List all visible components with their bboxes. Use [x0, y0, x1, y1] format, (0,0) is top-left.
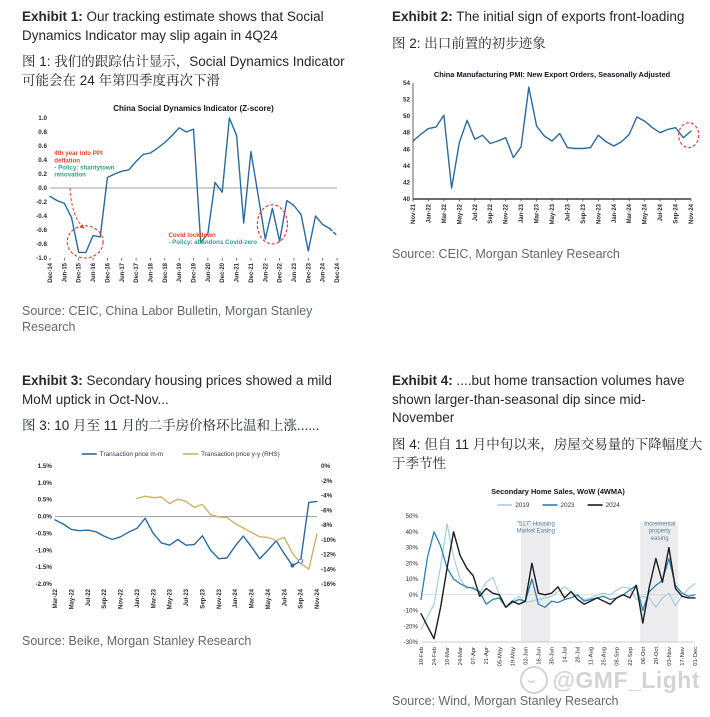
svg-text:Sep-24: Sep-24 [673, 203, 680, 224]
svg-text:Transaction price y-y (RHS): Transaction price y-y (RHS) [201, 451, 280, 459]
svg-text:Mar-24: Mar-24 [249, 589, 256, 609]
social-dynamics-chart-svg [22, 102, 346, 296]
svg-text:Jun-16: Jun-16 [91, 262, 98, 282]
svg-text:2023: 2023 [560, 502, 575, 510]
svg-text:May-23: May-23 [550, 203, 556, 225]
pmi-export-orders-chart-svg [392, 69, 704, 239]
svg-text:Dec-23: Dec-23 [306, 262, 313, 283]
housing-price-chart-svg [22, 446, 352, 626]
svg-text:0.4: 0.4 [38, 156, 47, 164]
svg-text:Jun-23: Jun-23 [291, 262, 298, 282]
svg-text:Jan-23: Jan-23 [519, 203, 526, 223]
svg-text:Jan-24: Jan-24 [233, 589, 240, 609]
svg-text:20%: 20% [405, 560, 418, 568]
svg-text:Jun-19: Jun-19 [177, 262, 184, 282]
svg-text:-0.2: -0.2 [36, 198, 47, 206]
svg-text:1.0%: 1.0% [37, 480, 52, 488]
svg-text:Secondary Home Sales, WoW (4WM: Secondary Home Sales, WoW (4WMA) [491, 487, 625, 497]
svg-text:Mar-22: Mar-22 [53, 589, 59, 609]
svg-text:-1.5%: -1.5% [35, 564, 52, 572]
svg-text:2024: 2024 [605, 502, 620, 510]
svg-text:-16%: -16% [321, 581, 336, 589]
svg-text:Jun-24: Jun-24 [320, 262, 327, 282]
svg-text:May-24: May-24 [265, 589, 272, 610]
svg-text:"517" HousingMarket Easing: "517" Housing Market Easing [516, 521, 555, 535]
svg-text:-0.4: -0.4 [36, 212, 47, 220]
svg-text:-20%: -20% [403, 623, 418, 631]
svg-text:-0.6: -0.6 [36, 226, 47, 234]
svg-text:17-Nov: 17-Nov [679, 647, 686, 666]
svg-text:28-Jul: 28-Jul [575, 647, 582, 663]
exhibit-3-label: Exhibit 3: [22, 373, 83, 388]
svg-text:-8%: -8% [321, 522, 333, 530]
svg-text:Dec-14: Dec-14 [48, 262, 54, 283]
exhibit-4-panel [392, 372, 706, 710]
svg-text:01-Dec: 01-Dec [693, 647, 699, 666]
svg-text:54: 54 [402, 79, 410, 87]
exhibit-2-source: Source: CEIC, Morgan Stanley Research [392, 246, 620, 261]
svg-text:China Social Dynamics Indicato: China Social Dynamics Indicator (Z-score) [113, 103, 274, 113]
svg-text:30%: 30% [405, 544, 418, 552]
svg-text:Dec-16: Dec-16 [105, 262, 112, 283]
svg-text:-30%: -30% [403, 639, 418, 647]
svg-text:Jul-22: Jul-22 [85, 589, 92, 607]
svg-text:Nov-22: Nov-22 [118, 589, 125, 610]
exhibit-2-panel [392, 8, 704, 263]
svg-text:02-Jun: 02-Jun [523, 647, 530, 665]
svg-text:07-Apr: 07-Apr [471, 647, 478, 665]
svg-text:Dec-21: Dec-21 [248, 262, 255, 283]
svg-text:Nov-23: Nov-23 [596, 203, 603, 224]
svg-text:Jul-23: Jul-23 [184, 589, 190, 607]
svg-text:Jun-18: Jun-18 [148, 262, 155, 282]
svg-text:-2.0%: -2.0% [35, 581, 52, 589]
svg-text:Jul-24: Jul-24 [658, 203, 665, 222]
svg-text:-6%: -6% [321, 507, 333, 515]
svg-text:Jun-15: Jun-15 [62, 262, 69, 282]
svg-text:Sep-22: Sep-22 [102, 589, 109, 610]
svg-text:-10%: -10% [321, 537, 336, 545]
svg-text:-14%: -14% [321, 566, 336, 574]
exhibit-3-title-en: Secondary housing prices showed a mild MoM uptick in Oct-Nov... [22, 373, 332, 407]
svg-text:1.0: 1.0 [38, 114, 47, 122]
svg-text:30-Jun: 30-Jun [549, 647, 556, 665]
exhibit-3-title-cn: 图 3: 10 月至 11 月的二手房价格环比温和上涨...... [22, 418, 320, 434]
svg-text:21-Apr: 21-Apr [484, 647, 491, 665]
svg-text:Transaction price m-m: Transaction price m-m [99, 451, 164, 459]
svg-text:Mar-23: Mar-23 [534, 203, 541, 224]
svg-text:Dec-22: Dec-22 [277, 262, 284, 283]
svg-text:03-Nov: 03-Nov [666, 647, 673, 666]
svg-text:Sep-23: Sep-23 [200, 589, 207, 610]
exhibit-1-title-cn: 图 1: 我们的跟踪估计显示，Social Dynamics Indicator 可能会在 24 年第四季度再次下滑 [22, 54, 345, 89]
svg-text:Incrementalpropertyeasing: Incremental property easing [644, 521, 676, 543]
home-sales-chart-svg [392, 484, 706, 686]
svg-text:Sep-22: Sep-22 [488, 203, 495, 224]
svg-text:Sep-23: Sep-23 [580, 203, 587, 224]
exhibit-1-source: Source: CEIC, China Labor Bulletin, Morgan Stanley Research [22, 303, 313, 335]
exhibit-4-label: Exhibit 4: [392, 373, 453, 388]
svg-text:Covid lockdown- Policy: abando: Covid lockdown - Policy: abandons Covid-zero [168, 231, 258, 246]
svg-text:Jul-23: Jul-23 [565, 203, 572, 222]
svg-text:Jun-20: Jun-20 [205, 262, 212, 282]
watermark-text: @GMF_Light [552, 666, 700, 693]
svg-text:40%: 40% [405, 528, 418, 536]
svg-text:Jan-23: Jan-23 [134, 589, 141, 609]
svg-text:Dec-15: Dec-15 [76, 262, 83, 283]
svg-text:11-Aug: 11-Aug [588, 647, 595, 666]
exhibit-3-source: Source: Beike, Morgan Stanley Research [22, 634, 252, 649]
svg-text:Nov-24: Nov-24 [689, 203, 695, 224]
svg-text:-12%: -12% [321, 551, 336, 559]
svg-text:2019: 2019 [515, 502, 530, 510]
exhibit-2-title-cn: 图 2: 出口前置的初步迹象 [392, 35, 546, 51]
exhibit-2-label: Exhibit 2: [392, 9, 453, 24]
svg-text:Nov-24: Nov-24 [315, 589, 321, 610]
svg-text:Jan-24: Jan-24 [611, 203, 618, 223]
exhibit-1-label: Exhibit 1: [22, 9, 83, 24]
svg-text:52: 52 [402, 96, 410, 104]
svg-text:0.0: 0.0 [38, 184, 47, 192]
svg-text:1.5%: 1.5% [37, 463, 52, 471]
exhibit-3-title [22, 372, 352, 409]
svg-text:-0.5%: -0.5% [35, 530, 52, 538]
svg-text:Mar-24: Mar-24 [627, 203, 634, 224]
svg-text:Nov-22: Nov-22 [503, 203, 510, 224]
exhibit-1-title-en: Our tracking estimate shows that Social Dynamics Indicator may slip again in 4Q24 [22, 9, 324, 43]
svg-text:May-23: May-23 [167, 589, 174, 610]
svg-text:Jul-22: Jul-22 [472, 203, 479, 222]
svg-text:0.6: 0.6 [38, 142, 47, 150]
exhibit-4-title-cn: 图 4: 但自 11 月中旬以来，房屋交易量的下降幅度大于季节性 [392, 436, 703, 472]
svg-text:Nov-23: Nov-23 [216, 589, 223, 610]
svg-text:Jun-17: Jun-17 [119, 262, 126, 282]
svg-text:42: 42 [402, 179, 410, 187]
svg-text:22-Sep: 22-Sep [627, 647, 634, 666]
housing-price-chart [22, 446, 352, 626]
svg-text:0%: 0% [409, 591, 418, 599]
svg-text:06-Oct: 06-Oct [640, 647, 647, 665]
svg-text:25-Aug: 25-Aug [601, 647, 608, 666]
svg-text:Jun-22: Jun-22 [263, 262, 270, 282]
svg-text:Dec-24: Dec-24 [335, 262, 341, 283]
svg-text:Mar-22: Mar-22 [441, 203, 448, 224]
svg-text:May-22: May-22 [457, 203, 464, 225]
svg-text:China Manufacturing PMI: New E: China Manufacturing PMI: New Export Orders, Seasonally Adjusted [433, 69, 671, 79]
svg-text:4th year into PPIdeflation- Po: 4th year into PPI deflation - Policy: shantytown renovation [54, 149, 115, 179]
social-dynamics-chart [22, 102, 346, 296]
svg-text:Nov-21: Nov-21 [411, 203, 417, 224]
svg-text:14-Jul: 14-Jul [562, 647, 569, 663]
svg-text:24-Mar: 24-Mar [458, 647, 465, 666]
svg-text:Jan-22: Jan-22 [426, 203, 433, 223]
svg-text:0.2: 0.2 [38, 170, 47, 178]
svg-text:Jul-24: Jul-24 [282, 589, 289, 607]
svg-text:20-Oct: 20-Oct [653, 647, 660, 665]
svg-text:May-24: May-24 [642, 203, 649, 225]
exhibit-2-title [392, 8, 704, 27]
svg-text:44: 44 [402, 162, 410, 170]
svg-text:-4%: -4% [321, 492, 333, 500]
svg-text:19-May: 19-May [510, 647, 517, 667]
exhibit-1-panel [22, 8, 346, 336]
svg-text:40: 40 [402, 195, 410, 203]
exhibit-4-title-en: ....but home transaction volumes have shown larger-than-seasonal dip since mid-November [392, 373, 685, 426]
exhibit-4-source: Source: Wind, Morgan Stanley Research [392, 694, 619, 709]
watermark-logo-icon [520, 666, 548, 694]
svg-text:05-May: 05-May [497, 647, 504, 667]
exhibit-3-panel [22, 372, 352, 650]
svg-text:-1.0: -1.0 [36, 254, 47, 262]
svg-text:Mar-23: Mar-23 [151, 589, 158, 609]
svg-text:0%: 0% [321, 463, 331, 471]
svg-text:Jun-21: Jun-21 [234, 262, 241, 282]
svg-text:10-Feb: 10-Feb [419, 647, 425, 666]
svg-text:24-Feb: 24-Feb [432, 647, 439, 666]
svg-text:Sep-24: Sep-24 [298, 589, 305, 610]
svg-text:0.5%: 0.5% [37, 497, 52, 505]
svg-text:-1.0%: -1.0% [35, 547, 52, 555]
exhibit-2-title-en: The initial sign of exports front-loading [452, 9, 685, 24]
exhibit-4-title [392, 372, 706, 428]
svg-text:-0.8: -0.8 [36, 240, 47, 248]
svg-text:-10%: -10% [403, 607, 418, 615]
svg-text:Dec-20: Dec-20 [220, 262, 227, 283]
svg-text:Dec-17: Dec-17 [134, 262, 141, 283]
svg-text:50%: 50% [405, 513, 418, 521]
svg-text:08-Sep: 08-Sep [614, 647, 621, 666]
pmi-export-orders-chart [392, 69, 704, 239]
exhibit-1-title [22, 8, 346, 45]
svg-text:48: 48 [402, 129, 410, 137]
svg-text:Dec-19: Dec-19 [191, 262, 198, 283]
svg-text:16-Jun: 16-Jun [536, 647, 543, 665]
svg-text:-2%: -2% [321, 478, 333, 486]
svg-text:46: 46 [402, 146, 410, 154]
svg-text:10%: 10% [405, 576, 418, 584]
svg-text:Dec-18: Dec-18 [162, 262, 169, 283]
watermark [520, 666, 700, 694]
svg-text:0.8: 0.8 [38, 128, 47, 136]
svg-text:May-22: May-22 [69, 589, 76, 610]
svg-text:50: 50 [402, 112, 410, 120]
svg-text:0.0%: 0.0% [37, 513, 52, 521]
svg-text:10-Mar: 10-Mar [445, 647, 452, 666]
home-sales-chart [392, 484, 706, 686]
